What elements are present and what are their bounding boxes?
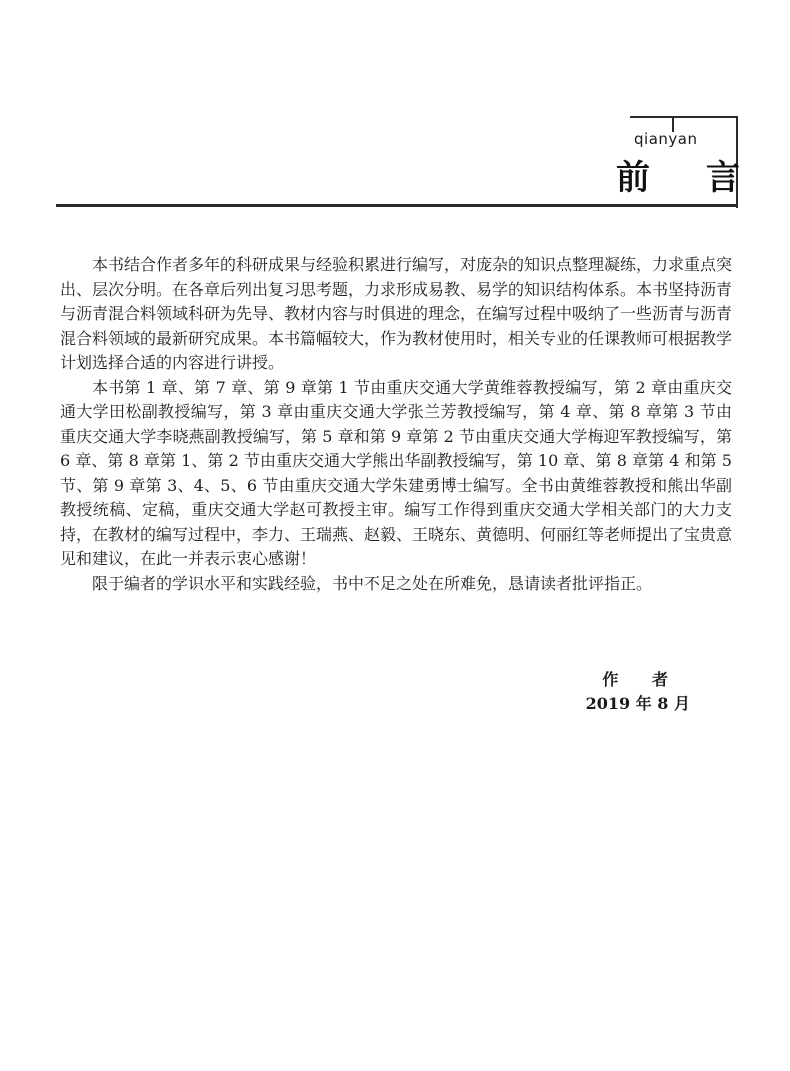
title-pinyin: qianyan — [634, 130, 698, 148]
page-title: 前 言 — [616, 158, 762, 198]
paragraph-2: 本书第 1 章、第 7 章、第 9 章第 1 节由重庆交通大学黄维蓉教授编写，第 2 章由重庆交通大学田松副教授编写，第 3 章由重庆交通大学张兰芳教授编写，第 4 章、第 8 章第 3 节由重庆交通大学李晓燕副教授编写，第 5 章和第 9 章第 2 节由重庆交通大学梅迎军教授编写，第 6 章、第 8 章第 1、第 2 节由重庆交通大学熊出华副教授编写，第 10 章、第 8 章第 4 和第 5 节、第 9 章第 3、4、5、6 节由重庆交通大学朱建勇博士编写。全书由黄维蓉教授和熊出华副教授统稿、定稿，重庆交通大学赵可教授主审。编写工作得到重庆交通大学相关部门的大力支持，在教材的编写过程中，李力、王瑞燕、赵毅、王晓东、黄德明、何丽红等老师提出了宝贵意见和建议，在此一并表示衷心感谢！ — [60, 377, 733, 568]
paragraph-1: 本书结合作者多年的科研成果与经验积累进行编写，对庞杂的知识点整理凝练，力求重点突出、层次分明。在各章后列出复习思考题，力求形成易教、易学的知识结构体系。本书坚持沥青与沥青混合料领域科研为先导、教材内容与时俱进的理念，在编写过程中吸纳了一些沥青与沥青混合料领域的最新研究成果。本书篇幅较大，作为教材使用时，相关专业的任课教师可根据教学计划选择合适的内容进行讲授。 — [60, 255, 733, 372]
preface-body — [60, 253, 732, 596]
signature-block — [586, 668, 690, 716]
signature-author: 作 者 — [602, 670, 682, 689]
signature-date: 2019 年 8 月 — [585, 694, 690, 713]
paragraph-3: 限于编者的学识水平和实践经验，书中不足之处在所难免，恳请读者批评指正。 — [92, 573, 653, 593]
